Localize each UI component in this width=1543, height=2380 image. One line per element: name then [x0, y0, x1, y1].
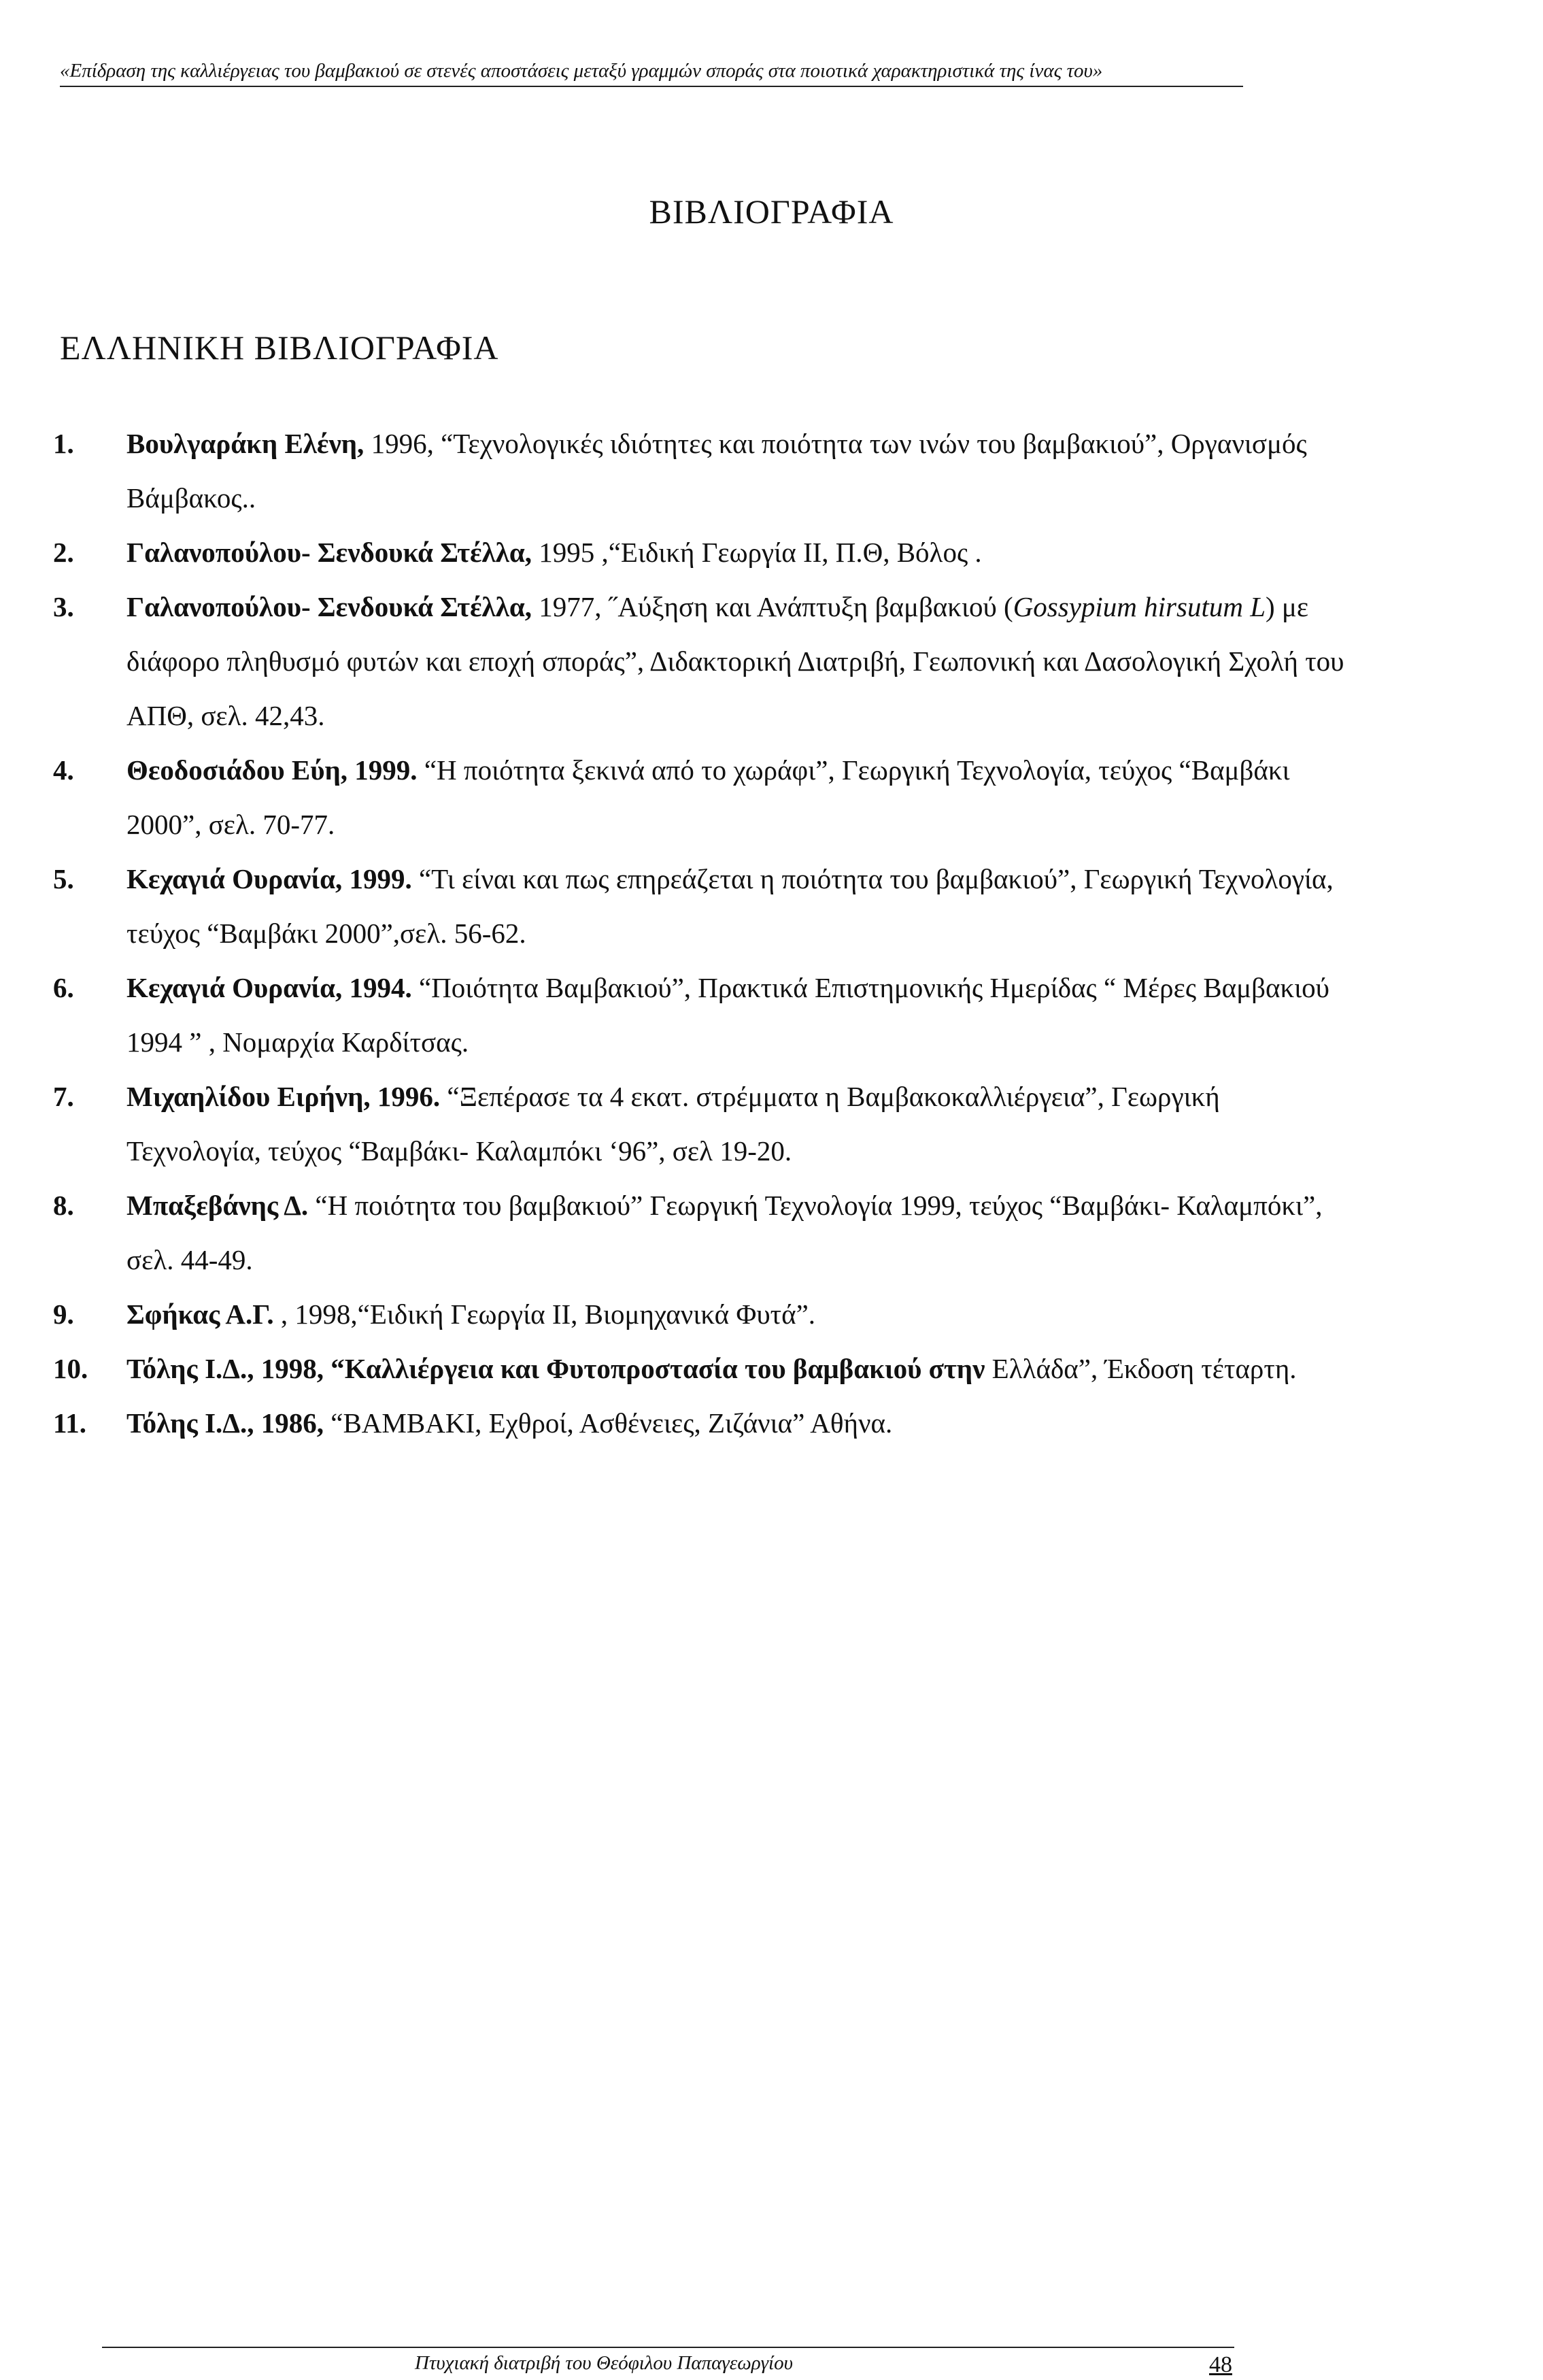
reference-item-5: [53, 852, 1345, 960]
reference-number: 5.: [53, 863, 74, 894]
reference-item-10: [53, 1341, 1345, 1396]
reference-text: “Η ποιότητα του βαμβακιού” Γεωργική Τεχνολογία 1999, τεύχος “Βαμβάκι- Καλαμπόκι”, σελ. 44-49.: [126, 1190, 1323, 1275]
page-number: 48: [1209, 2352, 1232, 2377]
reference-number: 2.: [53, 537, 74, 568]
reference-text: “ΒΑΜΒΑΚΙ, Εχθροί, Ασθένειες, Ζιζάνια” Αθήνα.: [324, 1407, 893, 1439]
reference-author: Τόλης Ι.Δ., 1998, “Καλλιέργεια και Φυτοπροστασία του βαμβακιού στην: [126, 1353, 985, 1384]
running-header: «Επίδραση της καλλιέργειας του βαμβακιού σε στενές αποστάσεις μεταξύ γραμμών σποράς στα ποιοτικά χαρακτηριστικά της ίνας του»: [60, 60, 1243, 87]
reference-species-name: Gossypium hirsutum L: [1013, 591, 1266, 622]
footer-text: Πτυχιακή διατριβή του Θεόφιλου Παπαγεωργίου: [415, 2352, 793, 2374]
page-title: ΒΙΒΛΙΟΓΡΑΦΙΑ: [649, 192, 894, 231]
reference-author: Γαλανοπούλου- Σενδουκά Στέλλα,: [126, 537, 532, 568]
reference-text: 1977, ˝Αύξηση και Ανάπτυξη βαμβακιού (: [531, 591, 1013, 622]
reference-text: “Η ποιότητα ξεκινά από το χωράφι”, Γεωργική Τεχνολογία, τεύχος “Βαμβάκι 2000”, σελ. 70-77.: [126, 754, 1290, 840]
reference-number: 4.: [53, 754, 74, 786]
reference-number: 9.: [53, 1298, 74, 1330]
reference-author: Βουλγαράκη Ελένη,: [126, 428, 364, 459]
page-footer: [415, 2352, 1238, 2375]
reference-item-4: [53, 743, 1345, 852]
reference-text-continued: ) με διάφορο πληθυσμό φυτών και εποχή σποράς”, Διδακτορική Διατριβή, Γεωπονική και Δασολογική Σχολή του ΑΠΘ, σελ. 42,43.: [126, 591, 1344, 731]
reference-item-11: [53, 1396, 1345, 1450]
reference-text: 1995 ,“Ειδική Γεωργία ΙΙ, Π.Θ, Βόλος .: [531, 537, 982, 568]
reference-number: 3.: [53, 591, 74, 622]
reference-author: Θεοδοσιάδου Εύη, 1999.: [126, 754, 418, 786]
reference-number: 1.: [53, 428, 74, 459]
reference-item-2: [53, 525, 1345, 580]
reference-text: 1996, “Τεχνολογικές ιδιότητες και ποιότητα των ινών του βαμβακιού”, Οργανισμός Βάμβακος..: [126, 428, 1307, 514]
reference-number: 8.: [53, 1190, 74, 1221]
reference-number: 10.: [53, 1353, 88, 1384]
section-title: ΕΛΛΗΝΙΚΗ ΒΙΒΛΙΟΓΡΑΦΙΑ: [60, 329, 499, 367]
reference-number: 7.: [53, 1081, 74, 1112]
reference-item-8: [53, 1178, 1345, 1287]
reference-text: “Ξεπέρασε τα 4 εκατ. στρέμματα η Βαμβακοκαλλιέργεια”, Γεωργική Τεχνολογία, τεύχος “Βαμβάκι- Καλαμπόκι ‘96”, σελ 19-20.: [126, 1081, 1220, 1167]
reference-number: 6.: [53, 972, 74, 1003]
footer-divider: [102, 2347, 1234, 2348]
reference-text: , 1998,“Ειδική Γεωργία ΙΙ, Βιομηχανικά Φυτά”.: [273, 1298, 816, 1330]
reference-author: Γαλανοπούλου- Σενδουκά Στέλλα,: [126, 591, 532, 622]
reference-author: Μιχαηλίδου Ειρήνη, 1996.: [126, 1081, 441, 1112]
reference-item-6: [53, 960, 1345, 1069]
reference-author: Σφήκας Α.Γ.: [126, 1298, 274, 1330]
reference-item-9: [53, 1287, 1345, 1341]
reference-list: [53, 416, 1345, 1450]
reference-item-3: [53, 580, 1345, 743]
reference-number: 11.: [53, 1407, 86, 1439]
reference-text: “Τι είναι και πως επηρεάζεται η ποιότητα του βαμβακιού”, Γεωργική Τεχνολογία, τεύχος “Βαμβάκι 2000”,σελ. 56-62.: [126, 863, 1334, 949]
reference-item-7: [53, 1069, 1345, 1178]
reference-author: Μπαξεβάνης Δ.: [126, 1190, 309, 1221]
reference-author: Κεχαγιά Ουρανία, 1999.: [126, 863, 412, 894]
reference-author: Κεχαγιά Ουρανία, 1994.: [126, 972, 412, 1003]
reference-text: Ελλάδα”, Έκδοση τέταρτη.: [985, 1353, 1297, 1384]
reference-author: Τόλης Ι.Δ., 1986,: [126, 1407, 324, 1439]
reference-text: “Ποιότητα Βαμβακιού”, Πρακτικά Επιστημονικής Ημερίδας “ Μέρες Βαμβακιού 1994 ” , Νομαρχία Καρδίτσας.: [126, 972, 1329, 1058]
reference-item-1: [53, 416, 1345, 525]
